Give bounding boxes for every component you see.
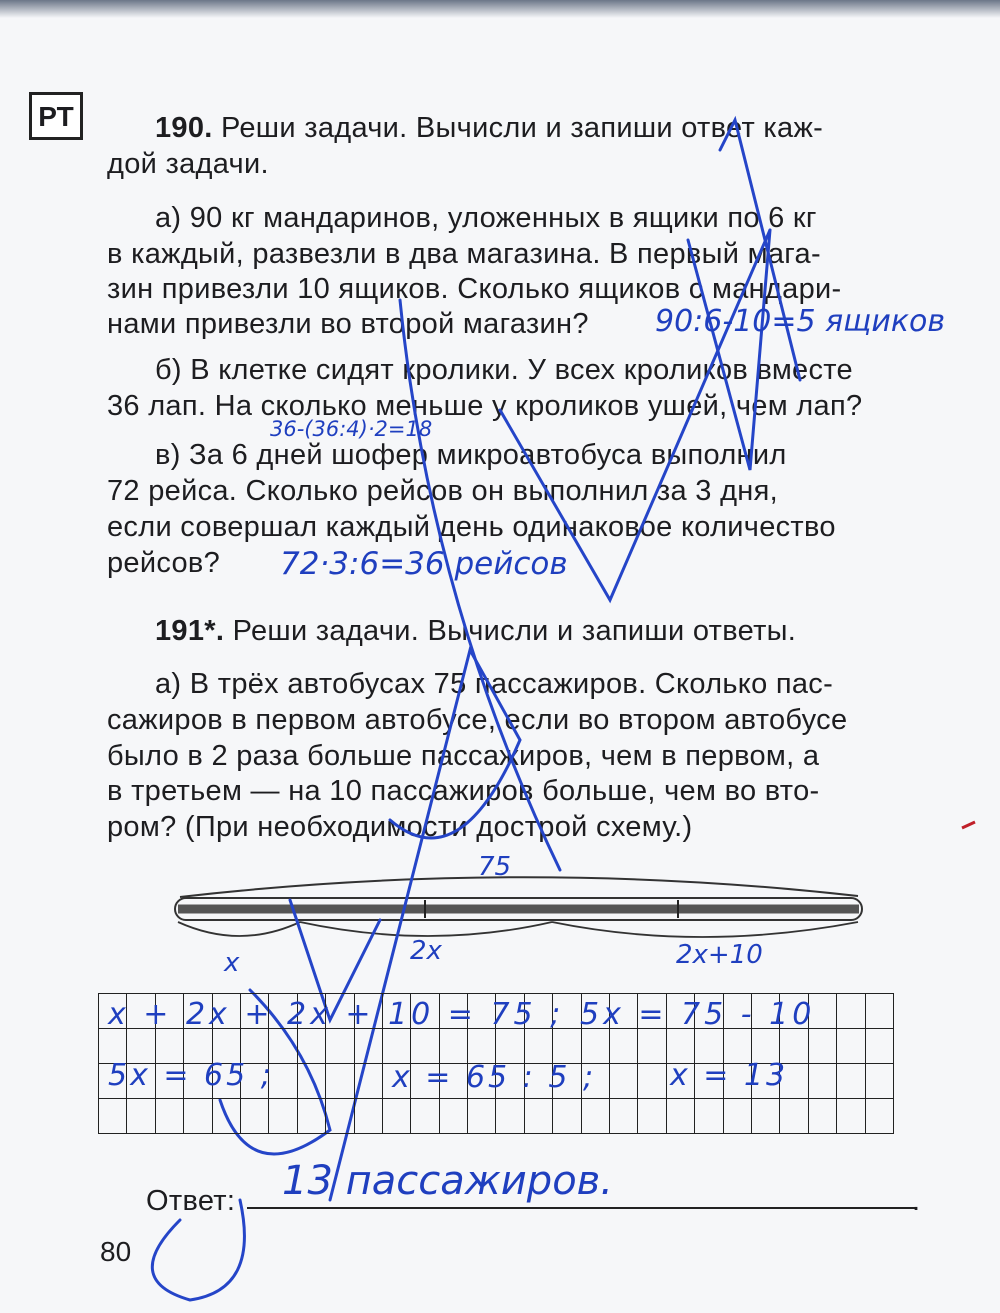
hand-equation-1: x + 2x + 2x + 10 = 75 ; bbox=[108, 997, 565, 1032]
task-191-a-line-4: в третьем — на 10 пассажиров больше, чем во вто- bbox=[107, 775, 820, 807]
pen-checkmark-a bbox=[688, 230, 770, 470]
hand-answer-a: 90:6-10=5 ящиков bbox=[655, 304, 946, 339]
task-191-a-line-1: а) В трёх автобусах 75 пассажиров. Сколько пас- bbox=[155, 668, 834, 700]
task-190-c-line-1: в) За 6 дней шофер микроавтобуса выполнил bbox=[155, 439, 787, 471]
grid-row bbox=[99, 1099, 894, 1134]
task-190-b-line-1: б) В клетке сидят кролики. У всех кроликов вместе bbox=[155, 354, 853, 386]
scheme-brace-1 bbox=[178, 922, 300, 936]
answer-label: Ответ: bbox=[146, 1185, 236, 1217]
pen-checkmark-b bbox=[500, 230, 770, 600]
hand-answer-c: 72·3:6=36 рейсов bbox=[280, 546, 568, 582]
hand-scheme-x: x bbox=[224, 948, 240, 978]
task-191-a-line-5: ром? (При необходимости дострой схему.) bbox=[107, 811, 693, 843]
red-mark bbox=[962, 822, 975, 828]
task-190-c-line-4: рейсов? bbox=[107, 547, 221, 579]
hand-answer-b: 36-(36:4)·2=18 bbox=[270, 417, 433, 441]
pen-stroke bbox=[400, 300, 560, 870]
task-190-c-line-2: 72 рейса. Сколько рейсов он выполнил за 3 дня, bbox=[107, 475, 778, 507]
task-191-a-line-2: сажиров в первом автобусе, если во втором автобусе bbox=[107, 704, 848, 736]
hand-equation-5: x = 13 bbox=[670, 1058, 789, 1093]
task-190-c-line-3: если совершал каждый день одинаковое количество bbox=[107, 511, 836, 543]
task-191-intro: Реши задачи. Вычисли и запиши ответы. bbox=[224, 615, 797, 647]
scheme-brace-2 bbox=[300, 922, 552, 936]
hand-scheme-2x-plus-10: 2x+10 bbox=[676, 940, 763, 970]
hand-equation-3: 5x = 65 ; bbox=[108, 1058, 274, 1093]
answer-line bbox=[247, 1207, 915, 1209]
hand-scheme-total: 75 bbox=[478, 852, 512, 882]
answer-dot: . bbox=[912, 1185, 921, 1217]
task-190-a-line-3: зин привезли 10 ящиков. Сколько ящиков с мандари- bbox=[107, 273, 842, 305]
rt-badge: РТ bbox=[29, 92, 83, 140]
task-190-b-line-2: 36 лап. На сколько меньше у кроликов ушей, чем лап? bbox=[107, 390, 863, 422]
task-190-intro-line-1: Реши задачи. Вычисли и запиши ответ каж- bbox=[212, 112, 824, 144]
task-190-intro-line-2: дой задачи. bbox=[107, 148, 269, 180]
scheme-total-brace bbox=[180, 877, 858, 897]
hand-equation-2: 5x = 75 - 10 bbox=[580, 997, 816, 1032]
hand-equation-4: x = 65 : 5 ; bbox=[392, 1060, 597, 1095]
task-190-a-line-1: а) 90 кг мандаринов, уложенных в ящики по 6 кг bbox=[155, 202, 817, 234]
task-191-number: 191*. bbox=[155, 615, 225, 647]
hand-scheme-2x: 2x bbox=[410, 936, 442, 966]
hand-final-answer: 13 пассажиров. bbox=[282, 1158, 613, 1204]
task-190-a-line-2: в каждый, развезли в два магазина. В первый мага- bbox=[107, 238, 821, 270]
task-191-a-line-3: было в 2 раза больше пассажиров, чем в первом, а bbox=[107, 740, 820, 772]
page-number: 80 bbox=[100, 1236, 132, 1267]
task-190-number: 190. bbox=[155, 112, 213, 144]
scheme-brace-3 bbox=[552, 922, 858, 937]
task-190-a-line-4: нами привезли во второй магазин? bbox=[107, 308, 589, 340]
